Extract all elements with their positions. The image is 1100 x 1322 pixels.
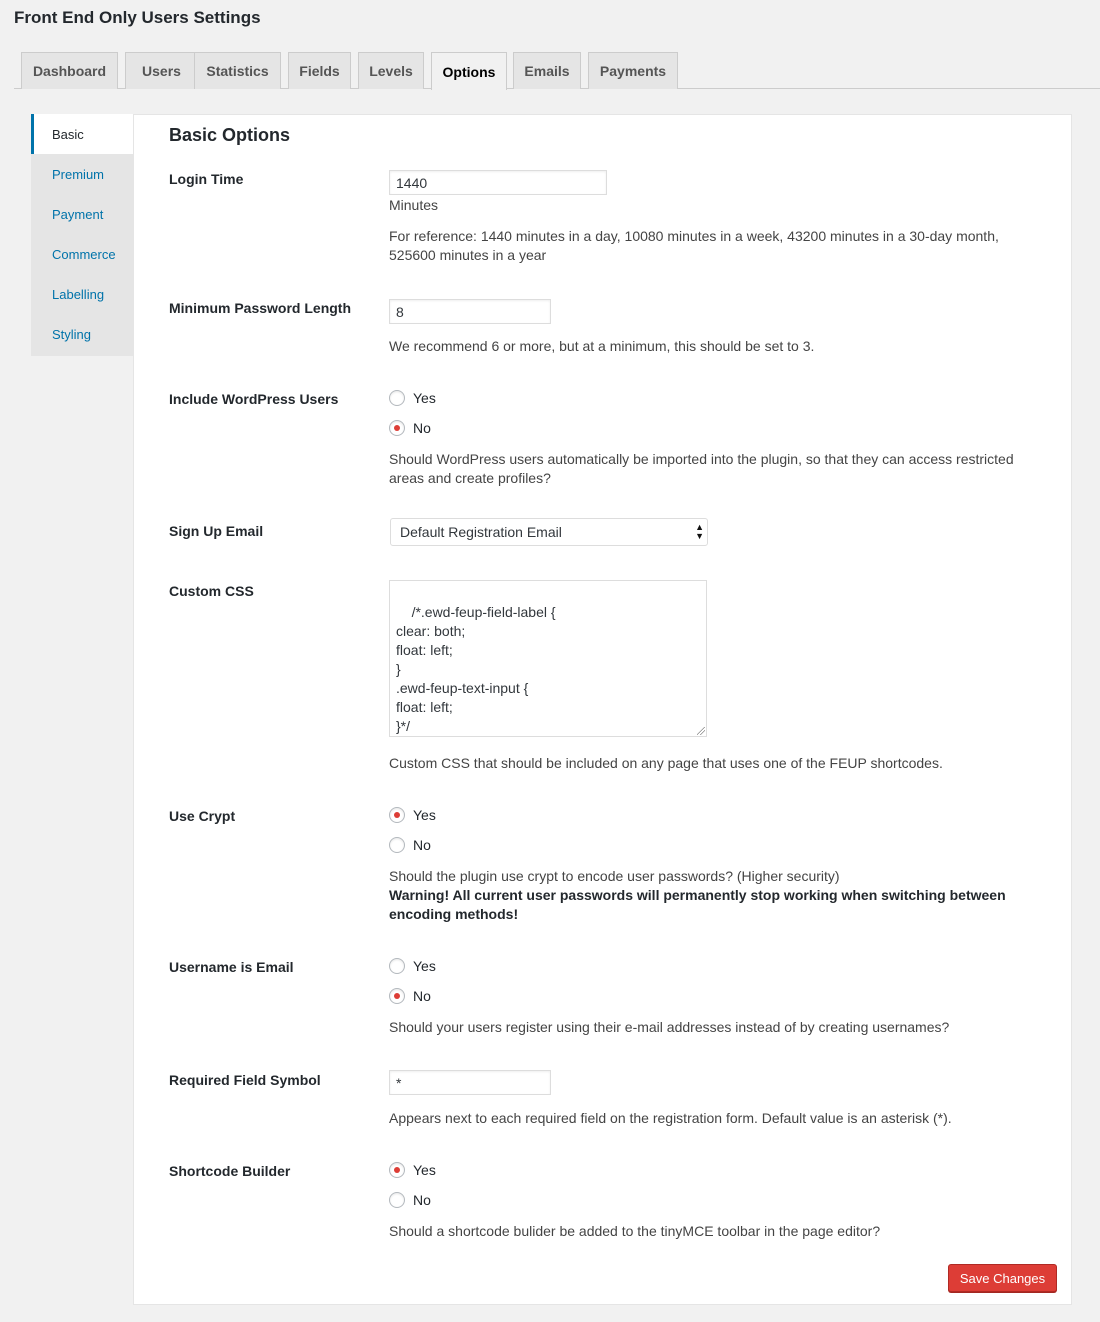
use-crypt-yes-label: Yes (413, 807, 436, 823)
use-crypt-label: Use Crypt (169, 808, 236, 824)
tab-fields[interactable]: Fields (288, 52, 351, 89)
shortcode-builder-description: Should a shortcode bulider be added to the tinyMCE toolbar in the page editor? (389, 1223, 881, 1239)
min-password-label: Minimum Password Length (169, 300, 352, 316)
page-title: Front End Only Users Settings (14, 8, 261, 27)
sidebar-item-styling[interactable]: Styling (52, 326, 92, 342)
include-wp-users-no-radio[interactable] (389, 420, 405, 436)
sidebar-item-payment[interactable]: Payment (52, 206, 104, 222)
include-wp-users-yes-label: Yes (413, 390, 436, 406)
shortcode-builder-yes-label: Yes (413, 1162, 436, 1178)
sidebar-item-labelling[interactable]: Labelling (52, 286, 105, 302)
username-is-email-no-label: No (413, 988, 431, 1004)
section-title: Basic Options (169, 125, 291, 145)
username-is-email-label: Username is Email (169, 959, 294, 975)
save-changes-button[interactable]: Save Changes (948, 1264, 1057, 1292)
required-symbol-input[interactable] (389, 1070, 551, 1095)
sidebar-item-commerce[interactable]: Commerce (52, 246, 116, 262)
include-wp-users-no-option (389, 418, 431, 438)
use-crypt-warning: Warning! All current user passwords will permanently stop working when switching between encoding methods! (389, 887, 1006, 922)
username-is-email-yes-option (389, 956, 436, 976)
tab-users[interactable]: Users (125, 52, 198, 89)
shortcode-builder-no-option (389, 1190, 431, 1210)
include-wp-users-no-label: No (413, 420, 431, 436)
sidebar-item-premium[interactable]: Premium (52, 166, 105, 182)
required-symbol-description: Appears next to each required field on the registration form. Default value is an asterisk (*). (389, 1110, 952, 1126)
custom-css-value: /*.ewd-feup-field-label { clear: both; float: left; } .ewd-feup-text-input { float: left; }*/ (396, 604, 556, 734)
login-time-unit: Minutes (389, 197, 439, 213)
sign-up-email-select[interactable] (390, 518, 708, 546)
use-crypt-no-label: No (413, 837, 431, 853)
shortcode-builder-yes-option (389, 1160, 436, 1180)
settings-tabs (14, 52, 1100, 89)
select-arrows-icon: ▲ ▼ (695, 522, 704, 541)
min-password-description: We recommend 6 or more, but at a minimum, this should be set to 3. (389, 338, 815, 354)
shortcode-builder-no-label: No (413, 1192, 431, 1208)
use-crypt-description (389, 867, 1049, 924)
shortcode-builder-yes-radio[interactable] (389, 1162, 405, 1178)
include-wp-users-yes-option (389, 388, 436, 408)
shortcode-builder-no-radio[interactable] (389, 1192, 405, 1208)
sign-up-email-label: Sign Up Email (169, 523, 264, 539)
username-is-email-no-option (389, 986, 431, 1006)
custom-css-textarea[interactable] (389, 580, 707, 737)
username-is-email-yes-radio[interactable] (389, 958, 405, 974)
custom-css-description: Custom CSS that should be included on any page that uses one of the FEUP shortcodes. (389, 755, 943, 771)
custom-css-label: Custom CSS (169, 583, 254, 599)
shortcode-builder-label: Shortcode Builder (169, 1163, 291, 1179)
use-crypt-description-text: Should the plugin use crypt to encode user passwords? (Higher security) (389, 868, 840, 884)
include-wp-users-label: Include WordPress Users (169, 391, 339, 407)
use-crypt-no-radio[interactable] (389, 837, 405, 853)
use-crypt-yes-radio[interactable] (389, 807, 405, 823)
username-is-email-no-radio[interactable] (389, 988, 405, 1004)
username-is-email-yes-label: Yes (413, 958, 436, 974)
required-symbol-label: Required Field Symbol (169, 1072, 321, 1088)
tab-levels[interactable]: Levels (358, 52, 424, 89)
tab-statistics[interactable]: Statistics (194, 52, 281, 89)
use-crypt-yes-option (389, 805, 436, 825)
tab-payments[interactable]: Payments (588, 52, 678, 89)
login-time-description: For reference: 1440 minutes in a day, 10080 minutes in a week, 43200 minutes in a 30-day month, 525600 minutes in a year (389, 228, 999, 263)
tab-emails[interactable]: Emails (513, 52, 581, 89)
username-is-email-description: Should your users register using their e-mail addresses instead of by creating usernames? (389, 1019, 950, 1035)
sidebar-item-basic[interactable]: Basic (31, 114, 133, 154)
sign-up-email-selected-value: Default Registration Email (400, 524, 562, 540)
resize-grip-icon[interactable] (697, 727, 705, 735)
tab-options[interactable]: Options (431, 52, 507, 90)
min-password-input[interactable] (389, 299, 551, 324)
include-wp-users-yes-radio[interactable] (389, 390, 405, 406)
options-sidebar (31, 114, 133, 356)
login-time-label: Login Time (169, 171, 244, 187)
use-crypt-no-option (389, 835, 431, 855)
basic-options-panel (133, 114, 1072, 1305)
tab-dashboard[interactable]: Dashboard (21, 52, 118, 89)
include-wp-users-description: Should WordPress users automatically be imported into the plugin, so that they can access restricted areas and create profiles? (389, 451, 1014, 486)
login-time-input[interactable] (389, 170, 607, 195)
